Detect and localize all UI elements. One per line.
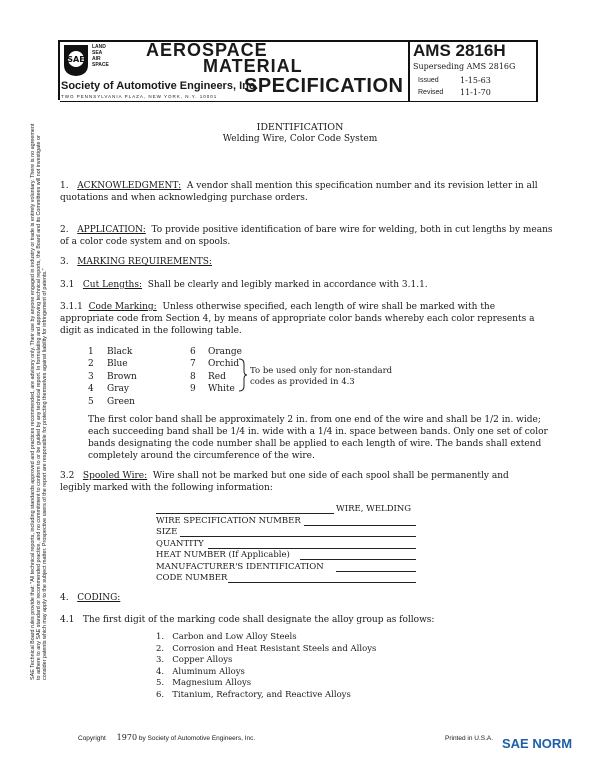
document-title: IDENTIFICATION [256,122,344,133]
list-text: Corrosion and Heat Resistant Steels and Alloys [172,643,377,654]
color-names-right [208,346,242,396]
list-item [156,678,376,690]
header-divider [408,40,410,102]
issued-label: Issued [418,77,439,84]
section-spooled-wire [60,470,530,494]
color-names-left [107,346,137,408]
header-right-border [536,40,538,102]
color-digits-right [190,346,196,396]
form-row-wire-welding [156,504,416,516]
section-text: A vendor shall mention this specification number and its revision letter in all quotations and when acknowledging purchase orders. [60,181,538,203]
color-digit: 3 [88,371,94,382]
color-name: Black [107,347,133,357]
title-material: MATERIAL [203,56,303,76]
color-digit: 9 [190,384,196,395]
section-heading: CODING: [77,593,121,603]
list-item [156,655,376,667]
revised-label: Revised [418,89,444,96]
list-number: 6. [156,689,165,700]
color-digits-left [88,346,94,408]
list-number: 1. [156,632,165,642]
form-row [156,550,416,562]
section-heading: APPLICATION: [77,225,146,235]
section-text: The first digit of the marking code shall designate the alloy group as follows: [82,615,435,625]
ams-number: AMS 2816H [413,41,506,60]
section-number: 4.1 [60,615,75,625]
form-blank-line [228,573,416,583]
list-number: 2. [156,643,165,654]
color-digit: 8 [190,371,196,382]
form-blank-line [156,504,334,514]
section-coding [60,592,120,604]
disclaimer-margin [30,120,50,680]
issued-date: 1-15-63 [460,76,491,85]
logo-line: LAND [92,44,106,50]
form-blank-line [208,539,416,549]
form-field-label: MANUFACTURER'S IDENTIFICATION [156,561,324,572]
color-digit: 5 [88,396,94,407]
section-first-digit [60,614,530,626]
color-digit: 1 [88,347,94,357]
section-application [60,224,560,248]
section-marking [60,256,212,268]
section-heading: Code Marking: [88,302,157,312]
section-text: Wire shall not be marked but one side of each spool shall be permanently and legibly marked with the following information: [60,471,509,493]
section-text: To provide positive identification of bare wire for welding, both in cut lengths by means of a color code system and on spools. [60,225,553,247]
form-row [156,516,416,528]
copyright-owner: by Society of Automotive Engineers, Inc. [138,735,256,742]
section-heading: MARKING REQUIREMENTS: [77,257,212,267]
form-blank-line [304,516,416,526]
section-text: Shall be clearly and legibly marked in accordance with 3.1.1. [147,280,428,290]
color-digit: 6 [190,347,196,357]
watermark-logo: SAE NORM [502,736,573,751]
section-heading: ACKNOWLEDGMENT: [77,181,182,191]
section-number: 3. [60,257,69,267]
section-acknowledgment [60,180,550,204]
section-heading: Cut Lengths: [82,280,143,290]
brace-note-line: To be used only for non-standard [250,366,393,376]
printed-in: Printed in U.S.A. [445,735,494,742]
color-digit: 4 [88,384,94,395]
section-number: 2. [60,225,69,235]
form-field-label: WIRE SPECIFICATION NUMBER [156,515,301,526]
document-subtitle: Welding Wire, Color Code System [222,134,378,144]
form-blank-line [300,550,416,560]
alloy-group-list [156,632,376,701]
color-name: Brown [107,371,137,382]
wire-welding-label: WIRE, WELDING [336,504,412,514]
copyright-line [78,733,255,742]
section-number: 4. [60,593,69,603]
form-row [156,573,416,585]
list-item [156,690,376,702]
color-digit: 7 [190,359,196,370]
form-blank-line [180,527,416,537]
logo-line: SPACE [92,62,109,68]
section-number: 3.1.1 [60,302,83,312]
section-number: 3.2 [60,471,75,481]
list-text: Magnesium Alloys [172,678,252,688]
section-cut-lengths [60,279,540,291]
copyright-label: Copyright [78,735,106,742]
section-text: Unless otherwise specified, each length of wire shall be marked with the appropriate code from Section 4, by means of appropriate color bands whereby each color represents a digit as indicated in the following table. [60,302,535,336]
color-name: Blue [107,359,128,370]
color-name: White [208,384,235,395]
list-number: 3. [156,655,165,665]
form-row [156,539,416,551]
list-item [156,667,376,679]
list-number: 4. [156,666,165,677]
brace-note [250,366,392,388]
copyright-year: 1970 [116,733,138,742]
list-text: Aluminum Alloys [172,666,245,677]
list-text: Titanium, Refractory, and Reactive Alloys [172,689,351,700]
title-specification: SPECIFICATION [244,75,404,97]
brace-icon [238,358,248,392]
color-name: Red [208,371,226,382]
header-bottom-rule [60,101,536,102]
sae-logo-icon [62,43,90,77]
svg-text:SAE: SAE [67,55,85,64]
disclaimer-text: SAE Technical Board rules provide that: "All technical reports, including standards approved and practices recommended, are advisory only. Their use by anyone engaged in industry or trade is entirely voluntary. There is no agreement to adhere to any SAE standard or recommended practice, and no commitment to conform to or be guided by any technical report. In formulating and approving technical reports, the Board and its Committees will not investigate or consider patents which may apply to the subject matter. Prospective users of the report are responsible for protecting themselves against liability for infringement of patents." [30,123,49,680]
society-address: TWO PENNSYLVANIA PLAZA, NEW YORK, N.Y. 10001 [61,94,218,99]
logo-motto [92,44,109,68]
form-field-label: CODE NUMBER [156,573,228,583]
title-aerospace: AEROSPACE [146,40,268,60]
logo-line: SEA [92,50,103,56]
color-name: Green [107,396,135,407]
brace-note-line: codes as provided in 4.3 [250,377,355,387]
color-name: Orange [208,347,242,357]
section-code-marking [60,301,540,337]
logo-line: AIR [92,56,101,62]
list-number: 5. [156,678,165,688]
section-heading: Spooled Wire: [82,471,148,481]
spool-label-form [156,504,416,585]
list-item [156,644,376,656]
section-number: 1. [60,181,69,191]
header-left-border [58,40,60,100]
form-row [156,562,416,574]
society-name: Society of Automotive Engineers, Inc. [61,80,259,92]
color-name: Orchid [208,359,240,370]
list-item [156,632,376,644]
superseding-note: Superseding AMS 2816G [413,62,516,71]
form-field-label: HEAT NUMBER (If Applicable) [156,550,290,560]
form-blank-line [336,562,416,572]
form-field-label: SIZE [156,527,178,537]
form-field-label: QUANTITY [156,538,204,549]
list-text: Carbon and Low Alloy Steels [172,632,297,642]
section-number: 3.1 [60,280,75,290]
list-text: Copper Alloys [172,655,233,665]
color-digit: 2 [88,359,94,370]
revised-date: 11-1-70 [460,88,491,97]
form-row [156,527,416,539]
color-bands-paragraph: The first color band shall be approximately 2 in. from one end of the wire and shall be 1/2 in. wide; each succeeding band shall be 1/4 in. wide with a 1/4 in. space between bands. Only one set of color bands designating the code number shall be applied to each length of wire. The bands shall extend completely around the circumference of the wire. [88,415,548,461]
color-name: Gray [107,384,129,395]
